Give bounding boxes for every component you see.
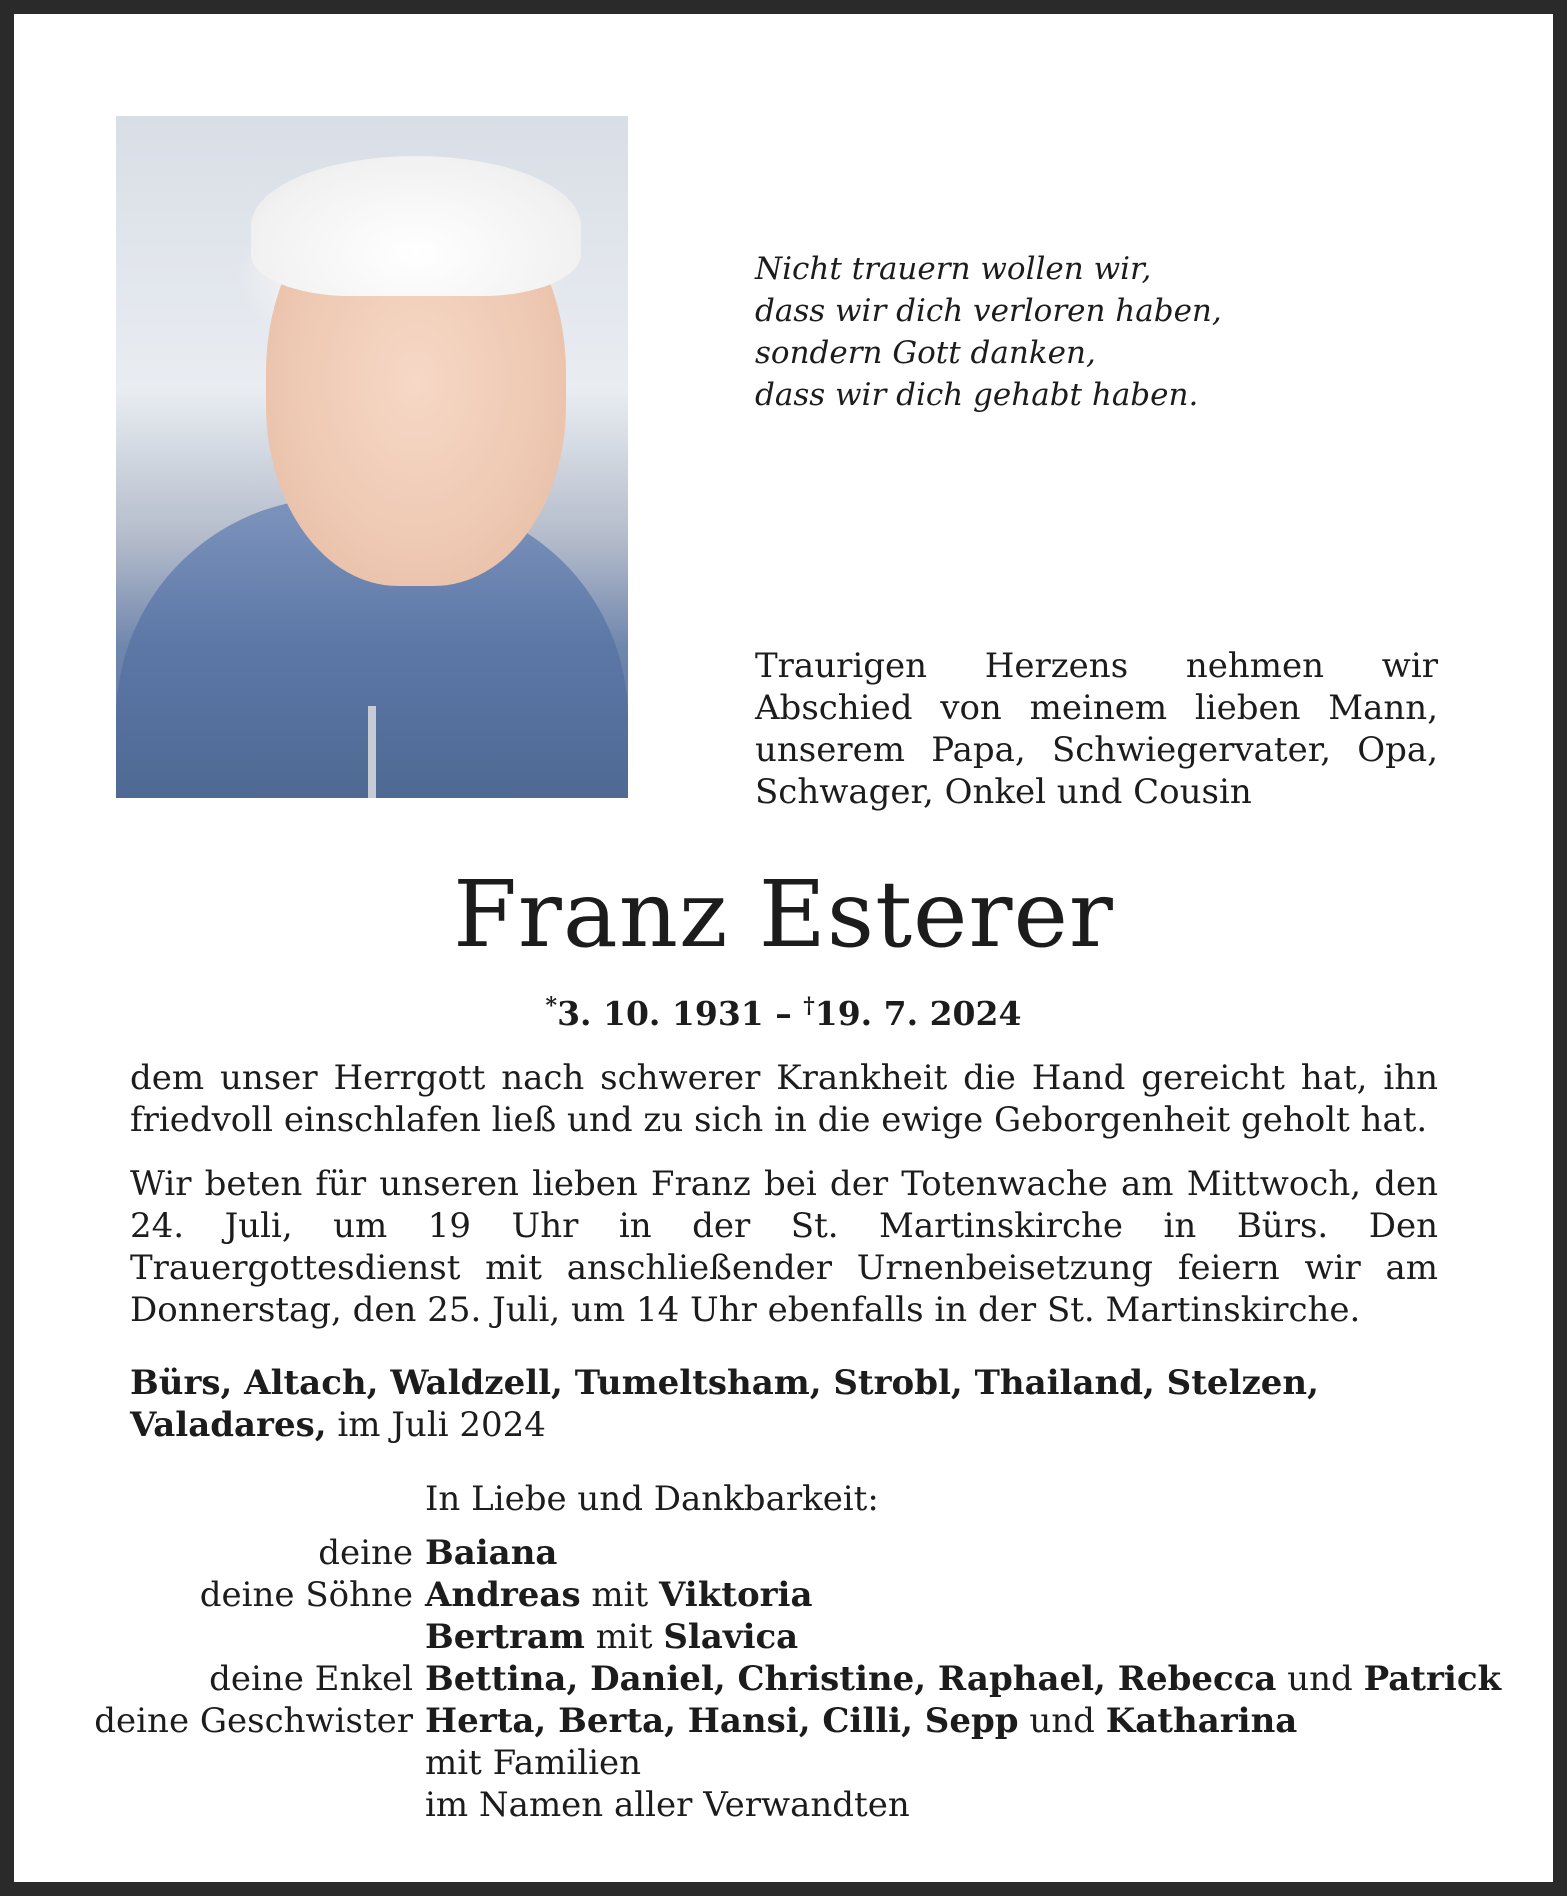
birth-mark: * xyxy=(545,993,558,1019)
family-names xyxy=(425,1700,1297,1742)
person-name: Viktoria xyxy=(659,1575,813,1615)
family-note: im Namen aller Verwandten xyxy=(425,1785,910,1825)
family-row xyxy=(0,1742,1567,1784)
family-names xyxy=(425,1616,798,1658)
person-name: Slavica xyxy=(663,1617,799,1657)
family-list xyxy=(0,1532,1567,1826)
intro-text: Traurigen Herzens nehmen wir Abschied von meinem lieben Mann, unserem Papa, Schwiegervater, Opa, Schwager, Onkel und Cousin xyxy=(755,646,1438,812)
verse-line: dass wir dich gehabt haben. xyxy=(755,377,1199,413)
portrait-photo xyxy=(116,116,628,798)
memorial-verse xyxy=(755,248,1222,416)
date-separator: – xyxy=(763,994,804,1033)
deceased-name: Franz Esterer xyxy=(453,861,1114,968)
verse-line: dass wir dich verloren haben, xyxy=(755,293,1222,329)
family-names xyxy=(425,1574,813,1616)
family-note: mit Familien xyxy=(425,1743,642,1783)
birth-date: 3. 10. 1931 xyxy=(557,994,764,1033)
verse-line: Nicht trauern wollen wir, xyxy=(755,251,1152,287)
service-paragraph: Wir beten für unseren lieben Franz bei der Totenwache am Mittwoch, den 24. Juli, um 19 Uhr in der St. Martinskirche in Bürs. Den Trauergottesdienst mit anschließender Urnenbeisetzung feiern wir am Donnerstag, den 25. Juli, um 14 Uhr ebenfalls in der St. Martinskirche. xyxy=(130,1164,1438,1330)
connector-text: und xyxy=(1276,1659,1364,1699)
family-row xyxy=(0,1658,1567,1700)
person-name: Baiana xyxy=(425,1533,558,1573)
person-name: Katharina xyxy=(1105,1701,1298,1741)
family-row xyxy=(0,1700,1567,1742)
places-line xyxy=(130,1362,1450,1446)
death-date: 19. 7. 2024 xyxy=(814,994,1022,1033)
zipper-shape xyxy=(368,706,376,798)
person-name: Herta, Berta, Hansi, Cilli, Sepp xyxy=(425,1701,1019,1741)
family-names xyxy=(425,1658,1501,1700)
connector-text: mit xyxy=(584,1617,664,1657)
family-names xyxy=(425,1532,557,1574)
places-date: im Juli 2024 xyxy=(326,1405,546,1445)
life-dates xyxy=(0,985,1567,1035)
places-list: Bürs, Altach, Waldzell, Tumeltsham, Strobl, Thailand, Stelzen, Valadares, xyxy=(130,1363,1319,1445)
hair-shape xyxy=(251,156,581,296)
connector-text: mit xyxy=(580,1575,659,1615)
person-name: Patrick xyxy=(1363,1659,1502,1699)
person-name: Bertram xyxy=(425,1617,585,1657)
verse-line: sondern Gott danken, xyxy=(755,335,1096,371)
relation-label: deine Söhne xyxy=(199,1575,413,1615)
relation-label: deine Geschwister xyxy=(94,1701,413,1741)
connector-text: und xyxy=(1018,1701,1106,1741)
relation-label: deine xyxy=(318,1533,413,1573)
death-mark: † xyxy=(803,993,815,1019)
family-row xyxy=(0,1784,1567,1826)
family-row xyxy=(0,1574,1567,1616)
family-row xyxy=(0,1532,1567,1574)
family-row xyxy=(0,1616,1567,1658)
person-name: Bettina, Daniel, Christine, Raphael, Rebecca xyxy=(425,1659,1277,1699)
signoff-text: In Liebe und Dankbarkeit: xyxy=(425,1479,879,1519)
relation-label: deine Enkel xyxy=(209,1659,413,1699)
person-name: Andreas xyxy=(425,1575,581,1615)
passing-paragraph: dem unser Herrgott nach schwerer Krankheit die Hand gereicht hat, ihn friedvoll einschlafen ließ und zu sich in die ewige Geborgenheit geholt hat. xyxy=(130,1058,1438,1140)
